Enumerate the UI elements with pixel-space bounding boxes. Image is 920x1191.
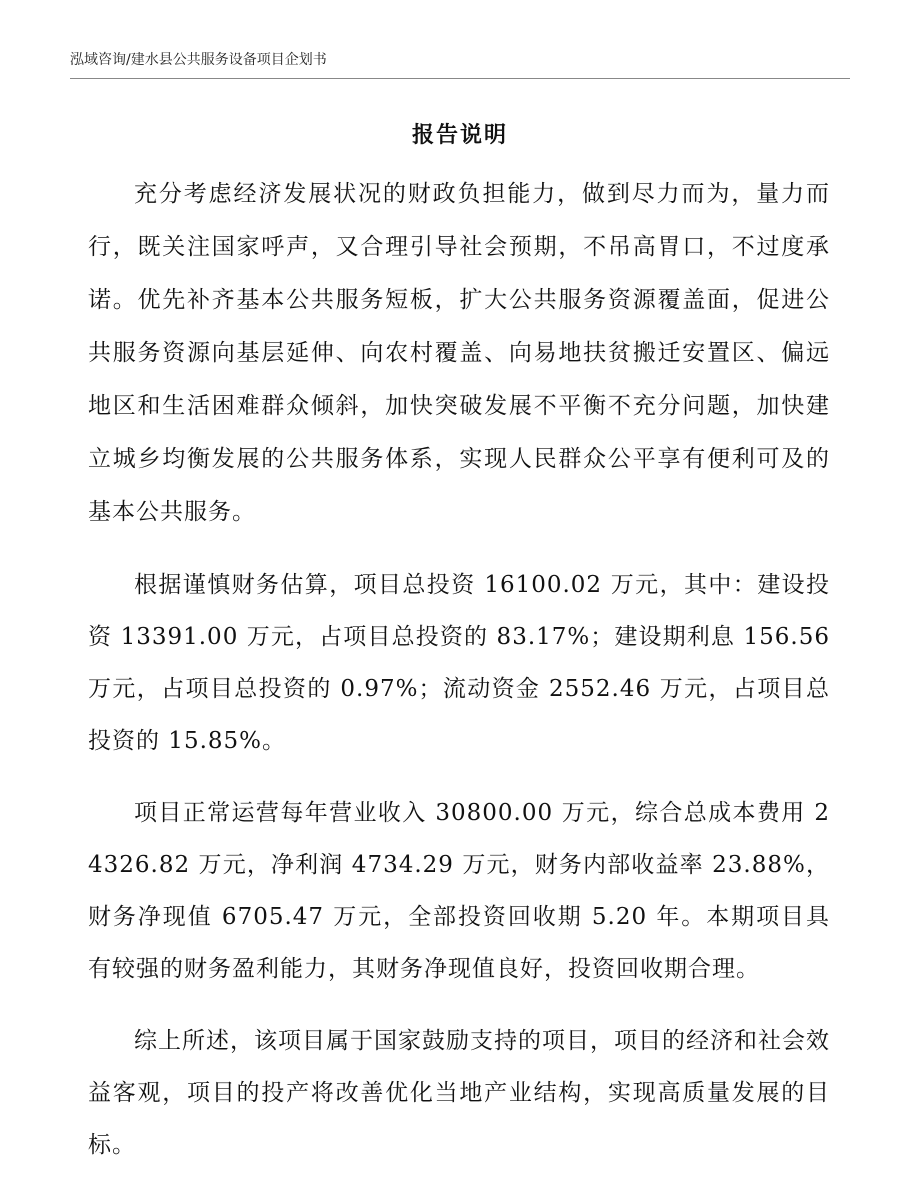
paragraph-conclusion: 综上所述，该项目属于国家鼓励支持的项目，项目的经济和社会效益客观，项目的投产将改善优化当地产业结构，实现高质量发展的目标。: [88, 1028, 830, 1158]
paragraph-investment-estimate: 根据谨慎财务估算，项目总投资 16100.02 万元，其中：建设投资 13391.00 万元，占项目总投资的 83.17%；建设期利息 156.56 万元，占项目总投资的 0.97%；流动资金 2552.46 万元，占项目总投资的 15.85%。: [88, 572, 830, 754]
running-header: 泓域咨询/建水县公共服务设备项目企划书: [70, 52, 327, 68]
header-divider: [70, 78, 850, 79]
document-body: [88, 168, 830, 1191]
document-title: 报告说明: [411, 123, 508, 148]
paragraph-financial-performance: 项目正常运营每年营业收入 30800.00 万元，综合总成本费用 24326.82 万元，净利润 4734.29 万元，财务内部收益率 23.88%，财务净现值 6705.47 万元，全部投资回收期 5.20 年。本期项目具有较强的财务盈利能力，其财务净现值良好，投资回收期合理。: [88, 800, 830, 982]
paragraph-public-services: 充分考虑经济发展状况的财政负担能力，做到尽力而为，量力而行，既关注国家呼声，又合理引导社会预期，不吊高胃口，不过度承诺。优先补齐基本公共服务短板，扩大公共服务资源覆盖面，促进公共服务资源向基层延伸、向农村覆盖、向易地扶贫搬迁安置区、偏远地区和生活困难群众倾斜，加快突破发展不平衡不充分问题，加快建立城乡均衡发展的公共服务体系，实现人民群众公平享有便利可及的基本公共服务。: [88, 181, 830, 525]
